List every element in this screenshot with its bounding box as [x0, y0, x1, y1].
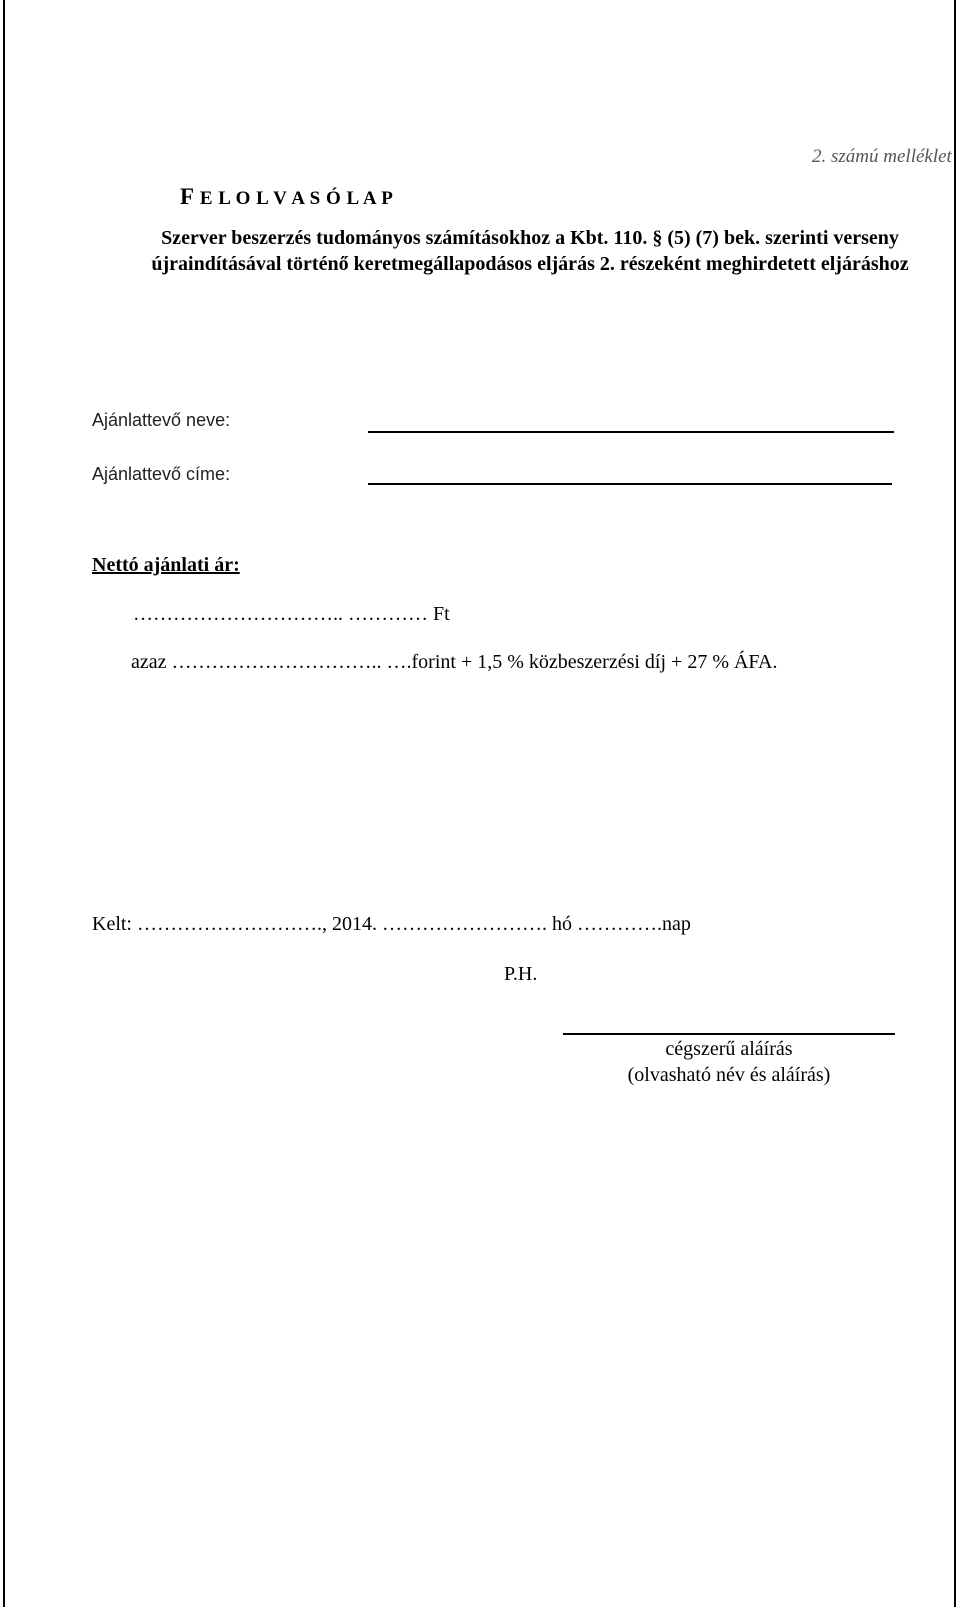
- stamp-placeholder: P.H.: [504, 963, 538, 985]
- page-title: [180, 184, 393, 210]
- bidder-address-label: Ajánlattevő címe:: [92, 464, 231, 484]
- date-line[interactable]: Kelt: ………………………., 2014. ……………………. hó ………….nap: [92, 913, 691, 935]
- price-amount-line[interactable]: ………………………….. ………… Ft: [133, 603, 450, 625]
- title-initial: F: [180, 184, 195, 209]
- bidder-name-label: Ajánlattevő neve:: [92, 410, 231, 430]
- procedure-subject: Szerver beszerzés tudományos számításokhoz a Kbt. 110. § (5) (7) bek. szerinti verseny újraindításával történő keretmegállapodásos eljárás 2. részeként meghirdetett eljáráshoz: [151, 227, 909, 275]
- net-price-label: Nettó ajánlati ár:: [92, 554, 240, 576]
- title-rest: E L O L V A S Ó L A P: [194, 188, 394, 209]
- price-in-words-line[interactable]: azaz ………………………….. ….forint + 1,5 % közbeszerzési díj + 27 % ÁFA.: [131, 651, 778, 673]
- signature-line[interactable]: [563, 1033, 895, 1035]
- signature-note: (olvasható név és aláírás): [627, 1064, 831, 1086]
- annex-label: 2. számú melléklet: [812, 146, 952, 167]
- bidder-name-field[interactable]: [368, 431, 894, 433]
- page-border-left: [3, 0, 5, 1607]
- page-border-right: [954, 0, 956, 1607]
- signature-label: cégszerű aláírás: [665, 1038, 793, 1060]
- bidder-address-field[interactable]: [368, 483, 892, 485]
